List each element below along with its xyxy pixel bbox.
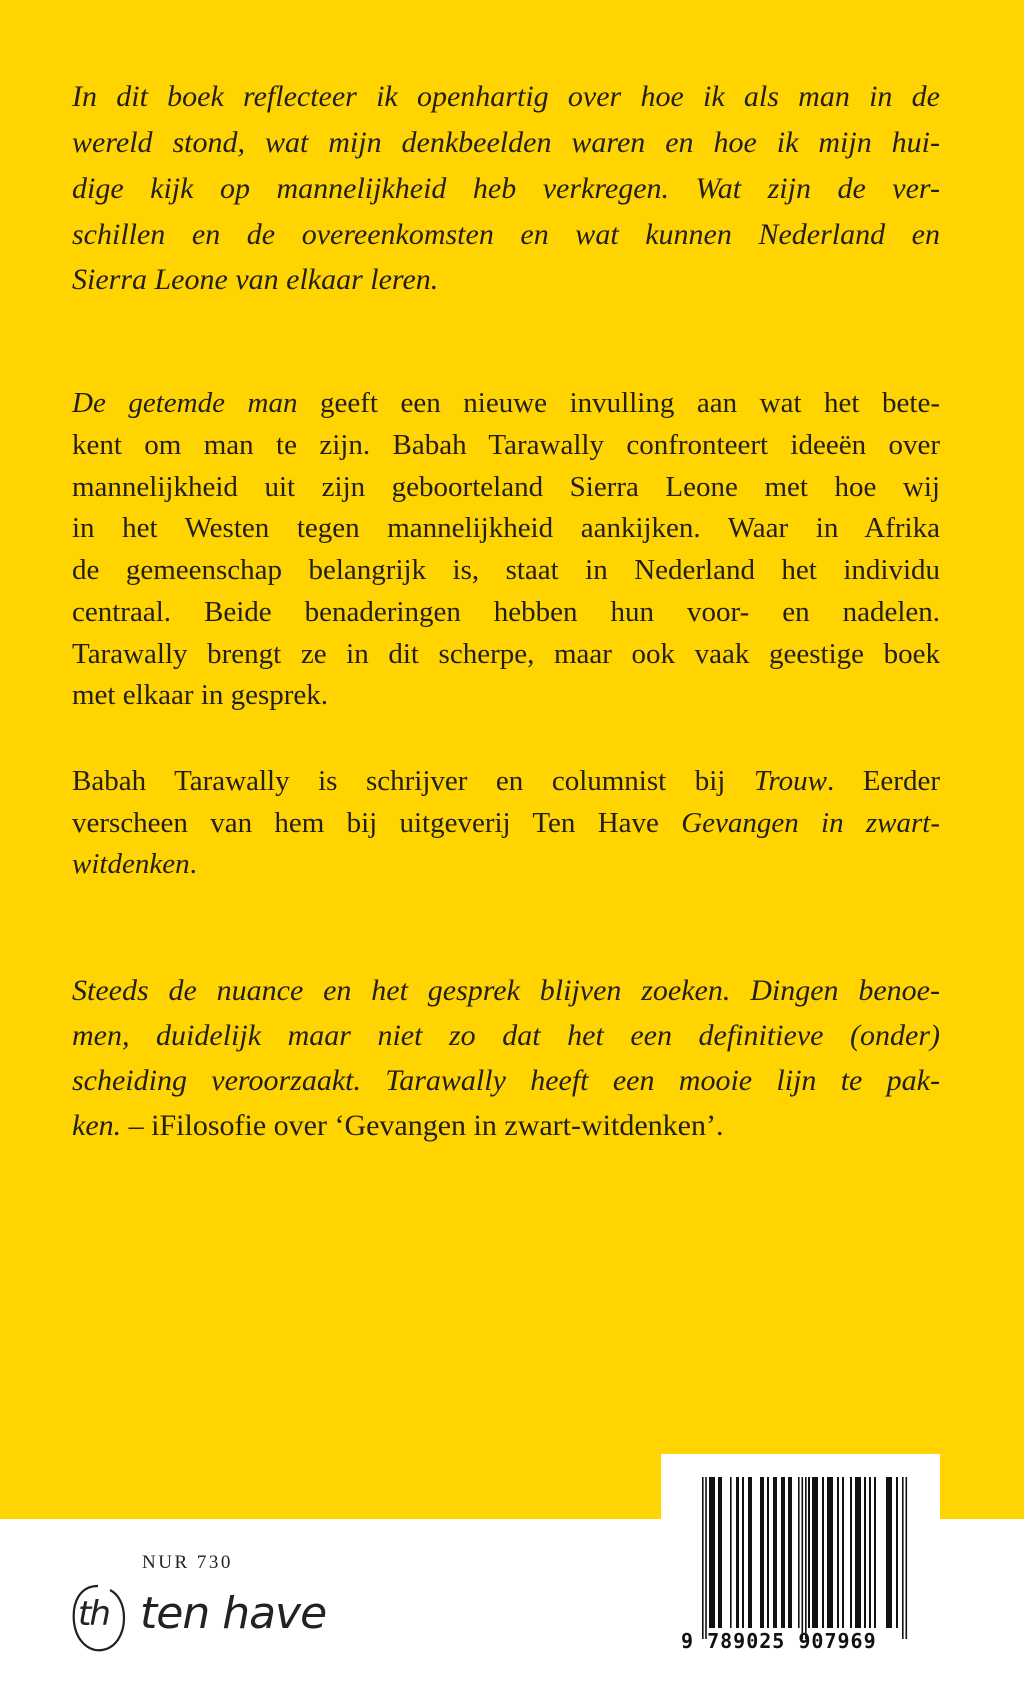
review-source: – iFilosofie over ‘Gevangen in zwart-witdenken’. <box>121 1109 724 1142</box>
text-line: wereld stond, wat mijn denkbeelden waren en hoe ik mijn hui- <box>72 126 940 159</box>
publisher-name: ten have <box>140 1588 327 1639</box>
text-line: schillen en de overeenkomsten en wat kunnen Nederland en <box>72 218 940 251</box>
text-line: de gemeenschap belangrijk is, staat in Nederland het individu <box>72 554 940 586</box>
nur-code: NUR 730 <box>142 1552 233 1573</box>
text-line <box>72 389 940 418</box>
barcode-area <box>661 1454 940 1703</box>
publisher-logo <box>68 1582 327 1654</box>
previous-book-title: Gevangen in zwart- <box>681 807 940 839</box>
book-title: De getemde man <box>72 387 298 419</box>
text-line: Sierra Leone van elkaar leren. <box>72 263 439 296</box>
text-line <box>72 1111 940 1141</box>
text-line: centraal. Beide benaderingen hebben hun voor- en nadelen. <box>72 596 940 628</box>
text-line: met elkaar in gesprek. <box>72 679 329 711</box>
text-line: In dit boek reflecteer ik openhartig over hoe ik als man in de <box>72 80 940 113</box>
isbn-number: 9 789025 907969 <box>681 1629 877 1653</box>
text-span: verscheen van hem bij uitgeverij Ten Have <box>72 807 682 839</box>
previous-book-title-cont: witdenken <box>72 848 190 880</box>
text-span: . <box>189 848 197 880</box>
text-line: in het Westen tegen mannelijkheid aankijken. Waar in Afrika <box>72 512 940 544</box>
text-line <box>72 809 940 838</box>
barcode-icon <box>702 1477 908 1639</box>
newspaper-title: Trouw <box>753 765 827 797</box>
text-line: dige kijk op mannelijkheid heb verkregen. Wat zijn de ver- <box>72 172 940 205</box>
text-span: geeft een nieuwe invulling aan wat het bete- <box>297 387 940 419</box>
text-span: . Eerder <box>826 765 940 797</box>
text-line: men, duidelijk maar niet zo dat het een definitieve (onder) <box>72 1019 940 1052</box>
text-line: mannelijkheid uit zijn geboorteland Sierra Leone met hoe wij <box>72 471 940 503</box>
text-span: ken. <box>72 1109 122 1142</box>
text-line: Steeds de nuance en het gesprek blijven zoeken. Dingen benoe- <box>72 974 940 1007</box>
publisher-mark: th <box>78 1594 109 1634</box>
text-line: kent om man te zijn. Babah Tarawally confronteert ideeën over <box>72 429 940 461</box>
text-line: Tarawally brengt ze in dit scherpe, maar ook vaak geestige boek <box>72 638 940 670</box>
text-line: scheiding veroorzaakt. Tarawally heeft een mooie lijn te pak- <box>72 1064 940 1097</box>
text-line <box>72 850 940 879</box>
text-line <box>72 767 940 796</box>
text-span: Babah Tarawally is schrijver en columnist bij <box>72 765 754 797</box>
